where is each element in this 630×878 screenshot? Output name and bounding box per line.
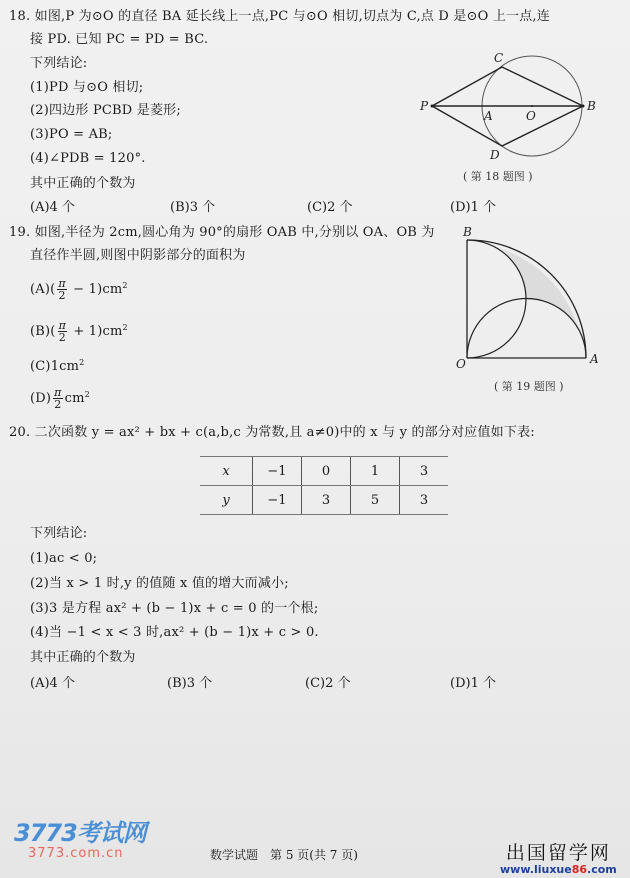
q19-option-b[interactable]: (B)( $\frac{\pi}{2}$ + $1)cm^2$ <box>30 319 128 344</box>
q19-number: 19. <box>9 225 31 240</box>
label-a: A <box>590 352 599 366</box>
watermark-3773-title: 3773考试网 <box>14 819 146 847</box>
q20-conclusion-2: (2)当 x > 1 时,y 的值随 x 值的增大而减小; <box>30 576 289 591</box>
q19-stem-1: 如图,半径为 2cm,圆心角为 90°的扇形 OAB 中,分别以 OA、OB 为 <box>34 225 435 240</box>
label-o: O <box>456 357 466 371</box>
watermark-3773 <box>14 813 146 861</box>
fraction: $\frac{\pi}{2}$ <box>54 386 62 411</box>
q19-option-d[interactable]: (D) $\frac{\pi}{2}$ $cm^2$ <box>30 386 90 411</box>
q19-option-a[interactable]: (A)( $\frac{\pi}{2}$ − $1)cm^2$ <box>30 277 128 302</box>
watermark-3773-url: 3773.com.cn <box>28 846 124 861</box>
label-p: P <box>420 99 429 113</box>
q18-question: 其中正确的个数为 <box>30 176 136 191</box>
q18-option-a[interactable]: (A)4 个 <box>30 200 75 215</box>
q20-conclusion-4: (4)当 −1 < x < 3 时,ax² + (b − 1)x + c > 0. <box>30 625 319 640</box>
q18-stem-2: 接 PD. 已知 PC = PD = BC. <box>30 32 209 47</box>
q20-option-c[interactable]: (C)2 个 <box>305 676 351 691</box>
page-number: 数学试题 第 5 页(共 7 页) <box>210 848 358 862</box>
q20-number: 20. <box>9 425 31 440</box>
label-o: O <box>526 109 536 123</box>
q19-line1 <box>9 225 435 241</box>
q20-option-d[interactable]: (D)1 个 <box>450 676 496 691</box>
label-d: D <box>490 148 500 162</box>
watermark-liuxue86 <box>500 838 617 876</box>
label-a: A <box>484 109 493 123</box>
q18-intro: 下列结论: <box>30 56 88 71</box>
q20-conclusion-1: (1)ac < 0; <box>30 551 98 566</box>
q18-conclusion-1: (1)PD 与⊙O 相切; <box>30 80 144 95</box>
watermark-liuxue86-title: 出国留学网 <box>505 842 611 864</box>
watermark-liuxue86-url: www.liuxue86.com <box>500 863 617 876</box>
q18-line1 <box>9 9 550 25</box>
q18-option-d[interactable]: (D)1 个 <box>450 200 496 215</box>
q20-option-a[interactable]: (A)4 个 <box>30 676 75 691</box>
q20-value-table <box>200 456 448 515</box>
q18-option-b[interactable]: (B)3 个 <box>170 200 216 215</box>
q18-conclusion-2: (2)四边形 PCBD 是菱形; <box>30 103 181 118</box>
q18-figure <box>410 45 610 185</box>
q20-intro: 下列结论: <box>30 526 88 541</box>
q19-stem-2: 直径作半圆,则图中阴影部分的面积为 <box>30 248 246 263</box>
q20-stem-1: 二次函数 y = ax² + bx + c(a,b,c 为常数,且 a≠0)中的 x 与 y 的部分对应值如下表: <box>34 425 535 440</box>
fraction: $\frac{\pi}{2}$ <box>58 319 67 344</box>
q18-conclusion-4: (4)∠PDB = 120°. <box>30 151 146 166</box>
q19-figure <box>440 220 630 380</box>
q20-conclusion-3: (3)3 是方程 ax² + (b − 1)x + c = 0 的一个根; <box>30 601 319 616</box>
q20-question: 其中正确的个数为 <box>30 650 136 665</box>
q20-option-b[interactable]: (B)3 个 <box>167 676 213 691</box>
q18-figure-caption: ( 第 18 题图 ) <box>463 170 533 183</box>
table-row: y −1 3 5 3 <box>200 486 448 515</box>
fraction: $\frac{\pi}{2}$ <box>58 277 66 302</box>
label-c: C <box>494 51 504 65</box>
table-row: x −1 0 1 3 <box>200 457 448 486</box>
q19-figure-caption: ( 第 19 题图 ) <box>494 380 564 393</box>
q18-stem-1: 如图,P 为⊙O 的直径 BA 延长线上一点,PC 与⊙O 相切,切点为 C,点 D 是⊙O 上一点,连 <box>34 9 550 24</box>
q19-option-c[interactable]: $(C)1cm^2$ <box>30 358 85 374</box>
q18-number: 18. <box>9 9 31 24</box>
q20-line1 <box>9 425 535 441</box>
label-b: B <box>587 99 596 113</box>
q18-conclusion-3: (3)PO = AB; <box>30 127 113 142</box>
q18-option-c[interactable]: (C)2 个 <box>307 200 353 215</box>
label-b: B <box>463 225 472 239</box>
